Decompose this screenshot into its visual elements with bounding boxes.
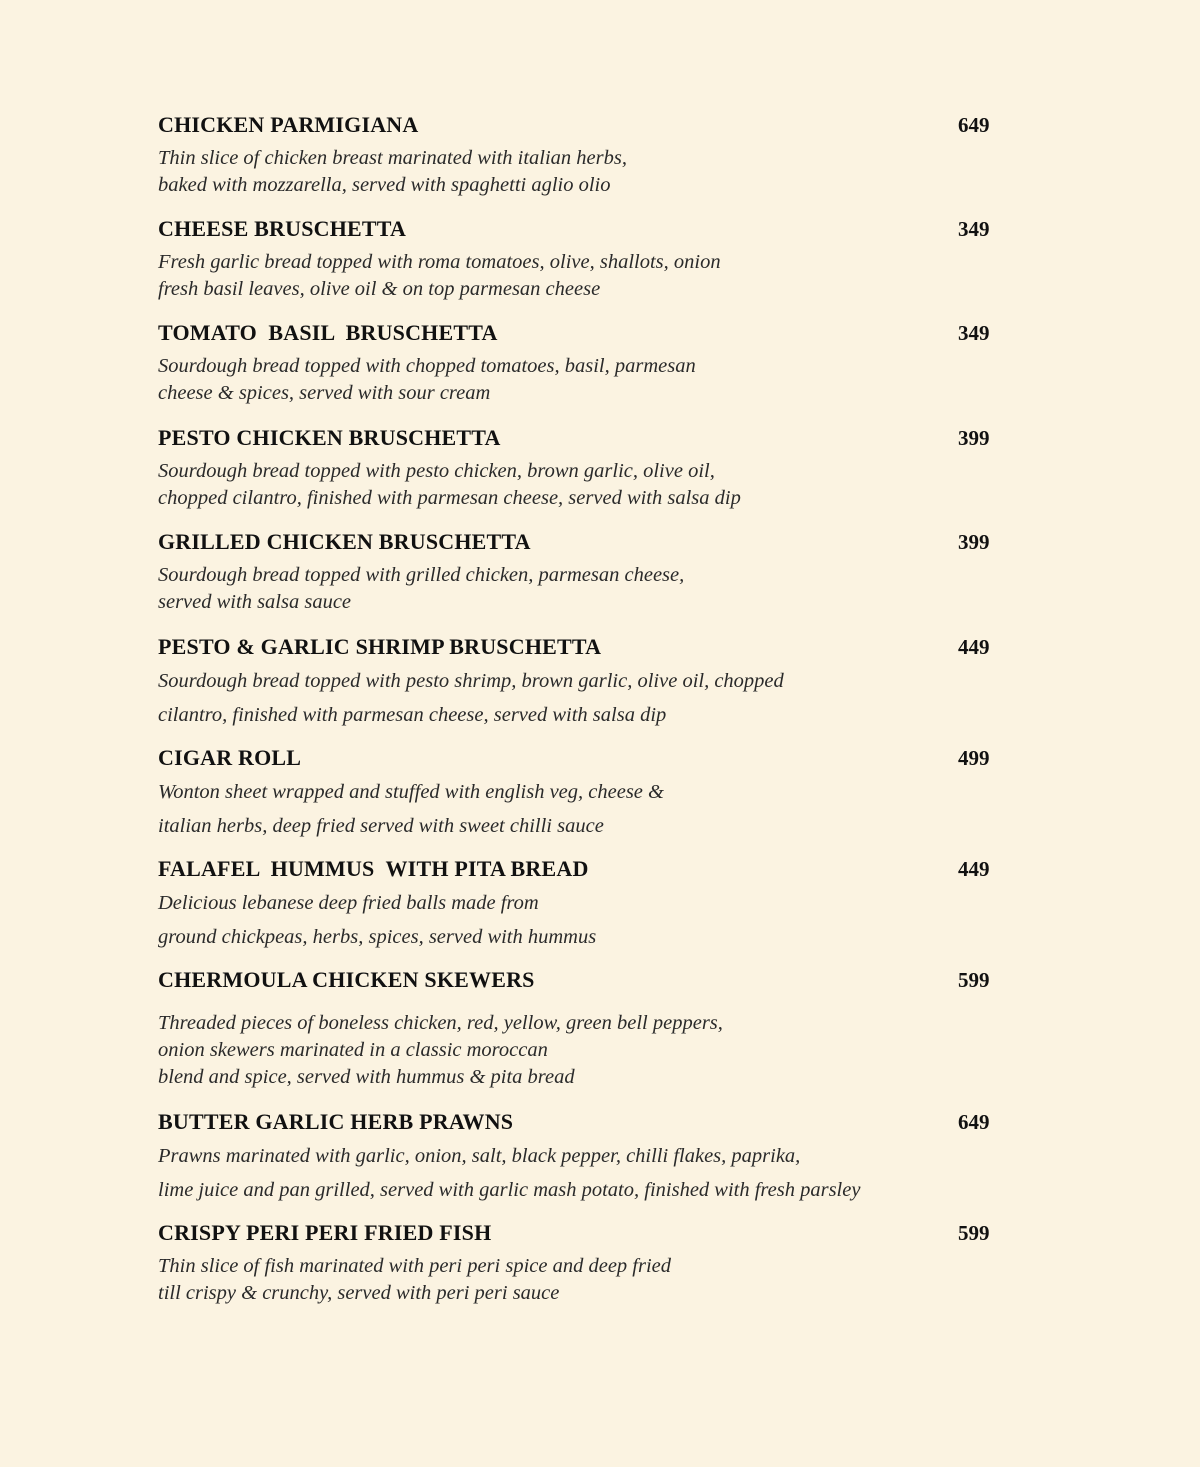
item-price: 599 [958,968,990,992]
item-description [158,664,784,732]
description-line: till crispy & crunchy, served with peri peri sauce [158,1282,560,1304]
description-line: cheese & spices, served with sour cream [158,382,491,404]
item-description [158,775,664,843]
item-name: PESTO & GARLIC SHRIMP BRUSCHETTA [158,634,602,659]
item-description [158,562,684,616]
item-description [158,1010,723,1091]
item-name: BUTTER GARLIC HERB PRAWNS [158,1109,514,1134]
item-name: PESTO CHICKEN BRUSCHETTA [158,425,501,450]
description-line: served with salsa sauce [158,591,352,613]
description-line: onion skewers marinated in a classic moroccan [158,1039,548,1061]
description-line: Delicious lebanese deep fried balls made from [158,892,539,914]
description-line: Sourdough bread topped with chopped tomatoes, basil, parmesan [158,355,696,377]
item-price: 599 [958,1221,990,1245]
item-price: 399 [958,530,990,554]
item-description [158,249,721,303]
item-price: 649 [958,113,990,137]
item-price: 349 [958,321,990,345]
description-line: Prawns marinated with garlic, onion, salt, black pepper, chilli flakes, paprika, [158,1145,801,1167]
item-description [158,886,596,954]
item-price: 649 [958,1110,990,1134]
item-price: 399 [958,426,990,450]
description-line: ground chickpeas, herbs, spices, served with hummus [158,926,597,948]
description-line: Sourdough bread topped with pesto shrimp, brown garlic, olive oil, chopped [158,670,784,692]
item-description [158,145,627,199]
item-name: CHEESE BRUSCHETTA [158,216,407,241]
item-description [158,1139,860,1207]
description-line: Thin slice of chicken breast marinated with italian herbs, [158,147,627,169]
description-line: cilantro, finished with parmesan cheese, served with salsa dip [158,704,667,726]
item-description [158,458,741,512]
item-name: TOMATO BASIL BRUSCHETTA [158,320,498,345]
description-line: blend and spice, served with hummus & pita bread [158,1066,575,1088]
description-line: baked with mozzarella, served with spaghetti aglio olio [158,174,611,196]
item-description [158,1253,671,1307]
item-name: CRISPY PERI PERI FRIED FISH [158,1220,492,1245]
description-line: Wonton sheet wrapped and stuffed with english veg, cheese & [158,781,664,803]
description-line: Fresh garlic bread topped with roma tomatoes, olive, shallots, onion [158,251,721,273]
item-name: CHICKEN PARMIGIANA [158,112,419,137]
item-price: 449 [958,635,990,659]
item-price: 349 [958,217,990,241]
item-description [158,353,696,407]
description-line: lime juice and pan grilled, served with garlic mash potato, finished with fresh parsley [158,1179,861,1201]
item-name: CHERMOULA CHICKEN SKEWERS [158,967,535,992]
description-line: fresh basil leaves, olive oil & on top parmesan cheese [158,278,601,300]
description-line: chopped cilantro, finished with parmesan cheese, served with salsa dip [158,487,741,509]
item-name: FALAFEL HUMMUS WITH PITA BREAD [158,856,589,881]
item-price: 499 [958,746,990,770]
description-line: Sourdough bread topped with pesto chicken, brown garlic, olive oil, [158,460,715,482]
description-line: Threaded pieces of boneless chicken, red, yellow, green bell peppers, [158,1012,723,1034]
description-line: italian herbs, deep fried served with sweet chilli sauce [158,815,604,837]
item-price: 449 [958,857,990,881]
item-name: GRILLED CHICKEN BRUSCHETTA [158,529,531,554]
description-line: Thin slice of fish marinated with peri peri spice and deep fried [158,1255,672,1277]
item-name: CIGAR ROLL [158,745,302,770]
description-line: Sourdough bread topped with grilled chicken, parmesan cheese, [158,564,685,586]
